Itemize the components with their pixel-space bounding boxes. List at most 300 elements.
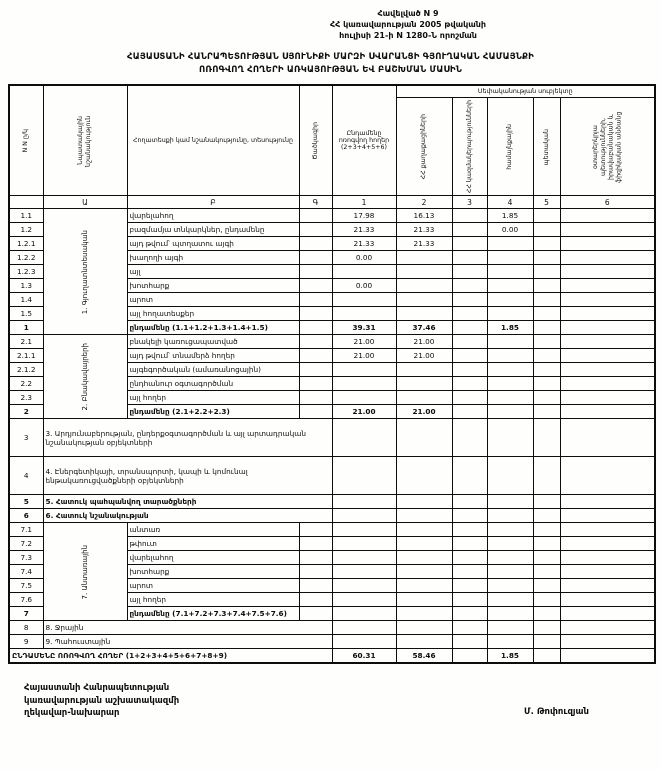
table-row-4 xyxy=(9,457,655,495)
row-desc: 4. Էներգետիկայի, տրանսպորտի, կապի և կոմունալ ենթակառուցվածքների օբյեկտների xyxy=(43,457,332,495)
appendix-line-2: ՀՀ կառավարության 2005 թվականի xyxy=(329,20,487,30)
row-code-cell xyxy=(299,607,332,621)
letter-cell-7: 4 xyxy=(487,196,533,209)
value-cell-col4 xyxy=(487,419,533,457)
value-cell-col5 xyxy=(533,593,560,607)
row-desc: 5. Հատուկ պահպանվող տարածքների xyxy=(43,495,332,509)
value-cell-col3 xyxy=(452,293,487,307)
row-num: 1.4 xyxy=(9,293,43,307)
col-header-code xyxy=(299,85,332,196)
letter-cell-4: 1 xyxy=(332,196,396,209)
value-cell-col5 xyxy=(533,621,560,635)
row-desc: բազմամյա տնկարկներ, ընդամենը xyxy=(127,223,299,237)
value-cell-col2: 58.46 xyxy=(396,649,452,663)
row-num: 1 xyxy=(9,321,43,335)
value-cell-col5 xyxy=(533,509,560,523)
value-cell-col5 xyxy=(533,405,560,419)
value-cell-col3 xyxy=(452,223,487,237)
value-cell-col5 xyxy=(533,635,560,649)
value-cell-col5 xyxy=(533,377,560,391)
value-cell-col6 xyxy=(560,265,655,279)
row-num: 2.3 xyxy=(9,391,43,405)
row-num: 8 xyxy=(9,621,43,635)
row-desc: այլ հողեր xyxy=(127,391,299,405)
value-cell-col2: 16.13 xyxy=(396,209,452,223)
row-desc: վարելահող xyxy=(127,209,299,223)
col-header-code-text: Ծածկագիր xyxy=(311,121,319,160)
value-cell-col3 xyxy=(452,349,487,363)
value-cell-col2: 37.46 xyxy=(396,321,452,335)
value-cell-col5 xyxy=(533,607,560,621)
table-row-9 xyxy=(9,635,655,649)
signatory-line-3: ղեկավար-նախարար xyxy=(24,708,120,719)
value-cell-col5 xyxy=(533,335,560,349)
row-num: 1.5 xyxy=(9,307,43,321)
row-desc: 8. Ջրային xyxy=(43,621,332,635)
value-cell-col4 xyxy=(487,621,533,635)
value-cell-col2 xyxy=(396,419,452,457)
value-cell-col3 xyxy=(452,335,487,349)
value-cell-col3 xyxy=(452,635,487,649)
value-cell-col1: 39.31 xyxy=(332,321,396,335)
row-num: 1.2 xyxy=(9,223,43,237)
page-title-line-1: ՀԱՅԱՍՏԱՆԻ ՀԱՆՐԱՊԵՏՈՒԹՅԱՆ ՍՅՈՒՆԻՔԻ ՄԱՐԶԻ ՍՎԱՐԱՆՑԻ ԳՅՈՒՂԱԿԱՆ ՀԱՄԱՅՆՔԻ xyxy=(126,51,535,62)
value-cell-col4 xyxy=(487,293,533,307)
value-cell-col3 xyxy=(452,579,487,593)
appendix-line-1: Հավելված N 9 xyxy=(377,9,439,18)
table-row-grand-total xyxy=(9,649,655,663)
value-cell-col5 xyxy=(533,579,560,593)
signatory-title xyxy=(24,682,179,720)
grand-total-label: ԸՆԴԱՄԵՆԸ ՈՌՈԳՎՈՂ ՀՈՂԵՐ (1+2+3+4+5+6+7+8+9) xyxy=(9,649,332,663)
letter-cell-3: Գ xyxy=(299,196,332,209)
value-cell-col2 xyxy=(396,593,452,607)
value-cell-col6 xyxy=(560,495,655,509)
value-cell-col6 xyxy=(560,237,655,251)
row-code-cell xyxy=(299,579,332,593)
row-desc: 9. Պահուստային xyxy=(43,635,332,649)
row-num: 3 xyxy=(9,419,43,457)
value-cell-col2 xyxy=(396,607,452,621)
row-code-cell xyxy=(299,565,332,579)
value-cell-col4 xyxy=(487,537,533,551)
row-num: 1.1 xyxy=(9,209,43,223)
signatory-line-2: կառավարության աշխատակազմի xyxy=(24,695,180,706)
section-group-label: 1. Գյուղատնտեսական xyxy=(80,229,89,315)
row-desc: այլ հողատեսքեր xyxy=(127,307,299,321)
signatory-line-1: Հայաստանի Հանրապետության xyxy=(24,682,170,693)
value-cell-col3 xyxy=(452,391,487,405)
value-cell-col6 xyxy=(560,363,655,377)
value-cell-col4 xyxy=(487,349,533,363)
value-cell-col4: 1.85 xyxy=(487,649,533,663)
value-cell-col1 xyxy=(332,621,396,635)
value-cell-col5 xyxy=(533,419,560,457)
row-num: 1.3 xyxy=(9,279,43,293)
value-cell-col2: 21.00 xyxy=(396,349,452,363)
value-cell-col3 xyxy=(452,265,487,279)
row-desc: անտառ xyxy=(127,523,299,537)
value-cell-col1 xyxy=(332,377,396,391)
value-cell-col3 xyxy=(452,251,487,265)
row-desc: արոտ xyxy=(127,293,299,307)
row-code-cell xyxy=(299,279,332,293)
value-cell-col5 xyxy=(533,321,560,335)
value-cell-col1 xyxy=(332,537,396,551)
value-cell-col2 xyxy=(396,457,452,495)
row-num: 7 xyxy=(9,607,43,621)
table-row-7.1 xyxy=(9,523,655,537)
value-cell-col6 xyxy=(560,621,655,635)
value-cell-col4: 1.85 xyxy=(487,321,533,335)
value-cell-col2 xyxy=(396,377,452,391)
value-cell-col4 xyxy=(487,607,533,621)
row-desc: ընդամենը (7.1+7.2+7.3+7.4+7.5+7.6) xyxy=(127,607,299,621)
page-title xyxy=(0,51,661,77)
value-cell-col1 xyxy=(332,391,396,405)
value-cell-col5 xyxy=(533,237,560,251)
value-cell-col6 xyxy=(560,607,655,621)
value-cell-col2: 21.00 xyxy=(396,335,452,349)
letter-cell-6: 3 xyxy=(452,196,487,209)
value-cell-col6 xyxy=(560,377,655,391)
value-cell-col6 xyxy=(560,419,655,457)
table-row-5 xyxy=(9,495,655,509)
value-cell-col1 xyxy=(332,265,396,279)
value-cell-col3 xyxy=(452,649,487,663)
value-cell-col5 xyxy=(533,551,560,565)
value-cell-col1: 17.98 xyxy=(332,209,396,223)
value-cell-col6 xyxy=(560,251,655,265)
value-cell-col1: 21.33 xyxy=(332,237,396,251)
row-code-cell xyxy=(299,265,332,279)
value-cell-col2 xyxy=(396,251,452,265)
value-cell-col5 xyxy=(533,457,560,495)
value-cell-col6 xyxy=(560,593,655,607)
value-cell-col2: 21.00 xyxy=(396,405,452,419)
value-cell-col6 xyxy=(560,457,655,495)
value-cell-col1: 60.31 xyxy=(332,649,396,663)
value-cell-col4 xyxy=(487,237,533,251)
row-desc: այդ թվում՝ պտղատու այգի xyxy=(127,237,299,251)
value-cell-col6 xyxy=(560,649,655,663)
value-cell-col1 xyxy=(332,495,396,509)
value-cell-col2 xyxy=(396,307,452,321)
row-desc: այլ հողեր xyxy=(127,593,299,607)
row-num: 2 xyxy=(9,405,43,419)
col-header-num-text: N N ը/կ xyxy=(22,128,30,153)
value-cell-col6 xyxy=(560,321,655,335)
row-num: 5 xyxy=(9,495,43,509)
row-desc: այլ xyxy=(127,265,299,279)
row-desc: բնակելի կառուցապատված xyxy=(127,335,299,349)
value-cell-col5 xyxy=(533,537,560,551)
row-code-cell xyxy=(299,251,332,265)
table-row-1.1 xyxy=(9,209,655,223)
value-cell-col3 xyxy=(452,307,487,321)
row-num: 4 xyxy=(9,457,43,495)
row-num: 7.6 xyxy=(9,593,43,607)
row-code-cell xyxy=(299,237,332,251)
value-cell-col6 xyxy=(560,579,655,593)
value-cell-col1: 21.00 xyxy=(332,405,396,419)
value-cell-col1 xyxy=(332,457,396,495)
row-code-cell xyxy=(299,551,332,565)
value-cell-col4 xyxy=(487,495,533,509)
row-code-cell xyxy=(299,391,332,405)
value-cell-col4 xyxy=(487,509,533,523)
letter-cell-2: Բ xyxy=(127,196,299,209)
value-cell-col3 xyxy=(452,551,487,565)
col-header-citizens-text: ՀՀ քաղաքացիների xyxy=(420,114,428,180)
row-code-cell xyxy=(299,377,332,391)
value-cell-col5 xyxy=(533,223,560,237)
value-cell-col2 xyxy=(396,363,452,377)
value-cell-col3 xyxy=(452,405,487,419)
letter-cell-5: 2 xyxy=(396,196,452,209)
value-cell-col2 xyxy=(396,551,452,565)
col-header-purpose xyxy=(43,85,127,196)
row-desc: ընդհանուր օգտագործման xyxy=(127,377,299,391)
row-code-cell xyxy=(299,307,332,321)
row-num: 2.1.1 xyxy=(9,349,43,363)
col-header-num xyxy=(9,85,43,196)
value-cell-col5 xyxy=(533,293,560,307)
value-cell-col5 xyxy=(533,279,560,293)
value-cell-col5 xyxy=(533,391,560,405)
letter-cell-9: 6 xyxy=(560,196,655,209)
value-cell-col2 xyxy=(396,621,452,635)
value-cell-col4 xyxy=(487,405,533,419)
ownership-group-header: Սեփականության սուբյեկտը xyxy=(396,85,655,98)
row-num: 2.2 xyxy=(9,377,43,391)
row-desc: այգեգործական (ամառանոցային) xyxy=(127,363,299,377)
row-num: 7.1 xyxy=(9,523,43,537)
letter-cell-1: Ա xyxy=(43,196,127,209)
value-cell-col2: 21.33 xyxy=(396,223,452,237)
section-group-cell xyxy=(43,335,127,419)
value-cell-col1 xyxy=(332,565,396,579)
value-cell-col4 xyxy=(487,635,533,649)
value-cell-col1: 21.00 xyxy=(332,335,396,349)
table-row-2.1 xyxy=(9,335,655,349)
value-cell-col6 xyxy=(560,293,655,307)
value-cell-col3 xyxy=(452,593,487,607)
value-cell-col2 xyxy=(396,579,452,593)
col-header-purpose-text: Նպատակային նշանակություն xyxy=(77,115,92,167)
value-cell-col2 xyxy=(396,565,452,579)
value-cell-col6 xyxy=(560,509,655,523)
value-cell-col3 xyxy=(452,607,487,621)
col-header-total: Ընդամենը ոռոգվող հողեր (2+3+4+5+6) xyxy=(332,85,396,196)
value-cell-col1 xyxy=(332,551,396,565)
row-code-cell xyxy=(299,335,332,349)
value-cell-col6 xyxy=(560,279,655,293)
value-cell-col4 xyxy=(487,363,533,377)
value-cell-col6 xyxy=(560,551,655,565)
value-cell-col6 xyxy=(560,223,655,237)
row-num: 9 xyxy=(9,635,43,649)
value-cell-col4 xyxy=(487,279,533,293)
value-cell-col6 xyxy=(560,349,655,363)
value-cell-col5 xyxy=(533,265,560,279)
letter-cell-8: 5 xyxy=(533,196,560,209)
value-cell-col2 xyxy=(396,495,452,509)
col-header-landtype: Հողատեսքի կամ նշանակությունը, տեսությունը xyxy=(127,85,299,196)
value-cell-col5 xyxy=(533,649,560,663)
row-code-cell xyxy=(299,405,332,419)
value-cell-col1 xyxy=(332,307,396,321)
value-cell-col2 xyxy=(396,509,452,523)
row-code-cell xyxy=(299,349,332,363)
row-desc: ընդամենը (1.1+1.2+1.3+1.4+1.5) xyxy=(127,321,299,335)
col-header-state xyxy=(533,98,560,196)
col-header-organizations-text: ՀՀ կազմակերպությունների xyxy=(465,100,473,194)
value-cell-col3 xyxy=(452,321,487,335)
row-num: 7.4 xyxy=(9,565,43,579)
value-cell-col1: 0.00 xyxy=(332,251,396,265)
row-code-cell xyxy=(299,223,332,237)
page-title-line-2: ՈՌՈԳՎՈՂ ՀՈՂԵՐԻ ԱՌԿԱՅՈՒԹՅԱՆ ԵՎ ԲԱՇԽՄԱՆ ՄԱՍԻՆ xyxy=(198,64,463,75)
value-cell-col5 xyxy=(533,251,560,265)
row-num: 6 xyxy=(9,509,43,523)
land-distribution-table xyxy=(8,84,656,664)
value-cell-col1 xyxy=(332,607,396,621)
row-code-cell xyxy=(299,523,332,537)
value-cell-col1 xyxy=(332,579,396,593)
row-desc: արոտ xyxy=(127,579,299,593)
value-cell-col4 xyxy=(487,457,533,495)
row-desc: 6. Հատուկ նշանակության xyxy=(43,509,332,523)
value-cell-col4: 0.00 xyxy=(487,223,533,237)
section-group-cell xyxy=(43,209,127,335)
value-cell-col5 xyxy=(533,349,560,363)
col-header-organizations xyxy=(452,98,487,196)
value-cell-col6 xyxy=(560,565,655,579)
value-cell-col3 xyxy=(452,509,487,523)
value-cell-col1: 21.33 xyxy=(332,223,396,237)
value-cell-col4 xyxy=(487,551,533,565)
value-cell-col2 xyxy=(396,537,452,551)
row-desc: թփուտ xyxy=(127,537,299,551)
value-cell-col5 xyxy=(533,565,560,579)
value-cell-col6 xyxy=(560,635,655,649)
value-cell-col1: 0.00 xyxy=(332,279,396,293)
value-cell-col3 xyxy=(452,363,487,377)
row-code-cell xyxy=(299,209,332,223)
value-cell-col5 xyxy=(533,209,560,223)
value-cell-col3 xyxy=(452,209,487,223)
section-group-cell xyxy=(43,523,127,621)
value-cell-col5 xyxy=(533,523,560,537)
appendix-block xyxy=(243,8,573,42)
value-cell-col1 xyxy=(332,419,396,457)
value-cell-col4 xyxy=(487,251,533,265)
col-header-community xyxy=(487,98,533,196)
value-cell-col3 xyxy=(452,565,487,579)
value-cell-col4: 1.85 xyxy=(487,209,533,223)
table-header xyxy=(9,85,655,209)
section-group-label: 7. Անտառային xyxy=(80,544,89,600)
row-desc: խաղողի այգի xyxy=(127,251,299,265)
row-code-cell xyxy=(299,537,332,551)
value-cell-col4 xyxy=(487,391,533,405)
row-num: 2.1.2 xyxy=(9,363,43,377)
table-body xyxy=(9,209,655,663)
row-num: 7.2 xyxy=(9,537,43,551)
row-desc: այդ թվում՝ տնամերձ հողեր xyxy=(127,349,299,363)
value-cell-col1 xyxy=(332,635,396,649)
row-num: 1.2.1 xyxy=(9,237,43,251)
value-cell-col3 xyxy=(452,279,487,293)
value-cell-col2 xyxy=(396,635,452,649)
value-cell-col6 xyxy=(560,405,655,419)
col-header-foreign xyxy=(560,98,655,196)
value-cell-col4 xyxy=(487,307,533,321)
value-cell-col1 xyxy=(332,293,396,307)
value-cell-col3 xyxy=(452,419,487,457)
value-cell-col3 xyxy=(452,495,487,509)
value-cell-col5 xyxy=(533,495,560,509)
row-num: 7.3 xyxy=(9,551,43,565)
value-cell-col1 xyxy=(332,509,396,523)
row-desc: խոտհարք xyxy=(127,279,299,293)
value-cell-col3 xyxy=(452,377,487,391)
appendix-line-3: հուլիսի 21-ի N 1280-Ն որոշման xyxy=(339,31,477,41)
value-cell-col2 xyxy=(396,391,452,405)
value-cell-col2 xyxy=(396,279,452,293)
signature-block xyxy=(24,682,589,720)
value-cell-col1: 21.00 xyxy=(332,349,396,363)
value-cell-col6 xyxy=(560,307,655,321)
value-cell-col1 xyxy=(332,593,396,607)
value-cell-col4 xyxy=(487,335,533,349)
value-cell-col3 xyxy=(452,621,487,635)
letter-row xyxy=(9,196,655,209)
value-cell-col5 xyxy=(533,363,560,377)
row-code-cell xyxy=(299,593,332,607)
row-desc: վարելահող xyxy=(127,551,299,565)
row-num: 7.5 xyxy=(9,579,43,593)
section-group-label: 2. Բնակավայրերի xyxy=(80,343,89,411)
signature-name: Մ. Թոփուզյան xyxy=(524,707,589,718)
value-cell-col3 xyxy=(452,537,487,551)
col-header-state-text: պետական xyxy=(542,128,550,166)
value-cell-col4 xyxy=(487,593,533,607)
row-code-cell xyxy=(299,293,332,307)
row-code-cell xyxy=(299,363,332,377)
value-cell-col3 xyxy=(452,237,487,251)
value-cell-col2: 21.33 xyxy=(396,237,452,251)
value-cell-col4 xyxy=(487,565,533,579)
header-row-group xyxy=(9,85,655,98)
row-num: 1.2.3 xyxy=(9,265,43,279)
col-header-community-text: համայնքային xyxy=(506,124,514,170)
value-cell-col1 xyxy=(332,523,396,537)
row-desc: 3. Արդյունաբերության, ընդերքօգտագործման և այլ արտադրական նշանակության օբյեկտների xyxy=(43,419,332,457)
value-cell-col4 xyxy=(487,579,533,593)
row-num: 2.1 xyxy=(9,335,43,349)
value-cell-col4 xyxy=(487,265,533,279)
value-cell-col4 xyxy=(487,377,533,391)
table-row-6 xyxy=(9,509,655,523)
value-cell-col1 xyxy=(332,363,396,377)
value-cell-col3 xyxy=(452,457,487,495)
value-cell-col5 xyxy=(533,307,560,321)
row-num: 1.2.2 xyxy=(9,251,43,265)
row-desc: ընդամենը (2.1+2.2+2.3) xyxy=(127,405,299,419)
value-cell-col6 xyxy=(560,523,655,537)
